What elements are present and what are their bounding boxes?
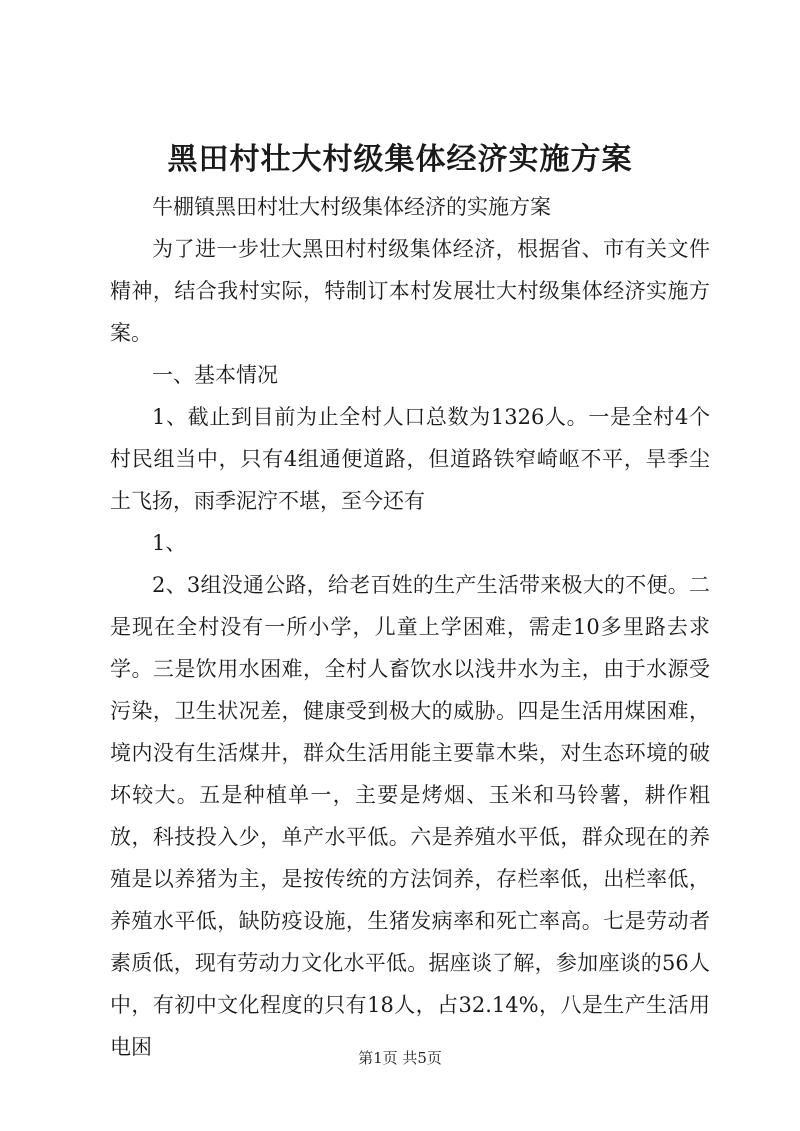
paragraph-intro: 为了进一步壮大黑田村村级集体经济，根据省、市有关文件精神，结合我村实际，特制订本村发展壮大村级集体经济实施方案。 — [110, 237, 710, 345]
paragraph-heading-basic: 一、基本情况 — [152, 363, 278, 387]
paragraph-item-2: 2、3组没通公路，给老百姓的生产生活带来极大的不便。二是现在全村没有一所小学，儿童上学困难，需走10多里路去求学。三是饮用水困难，全村人畜饮水以浅井水为主，由于水源受污染，卫生状况差，健康受到极大的威胁。四是生活用煤困难，境内没有生活煤井，群众生活用能主要靠木柴，对生态环境的破坏较大。五是种植单一，主要是烤烟、玉米和马铃薯，耕作粗放，科技投入少，单产水平低。六是养殖水平低，群众现在的养殖是以养猪为主，是按传统的方法饲养，存栏率低，出栏率低，养殖水平低，缺防疫设施，生猪发病率和死亡率高。七是劳动者素质低，现有劳动力文化水平低。据座谈了解，参加座谈的56人中，有初中文化程度的只有18人，占32.14%，八是生产生活用电困 — [110, 573, 710, 1059]
paragraph-item-1: 1、截止到目前为止全村人口总数为1326人。一是全村4个村民组当中，只有4组通便道路，但道路铁窄崎岖不平，旱季尘土飞扬，雨季泥泞不堪，至今还有 — [110, 405, 710, 513]
document-body — [110, 186, 710, 1068]
document-title: 黑田村壮大村级集体经济实施方案 — [167, 142, 633, 177]
page-footer: 第1页 共5页 — [358, 1049, 442, 1067]
paragraph-item-1b: 1、 — [152, 531, 187, 555]
paragraph-subtitle: 牛棚镇黑田村壮大村级集体经济的实施方案 — [152, 195, 551, 219]
